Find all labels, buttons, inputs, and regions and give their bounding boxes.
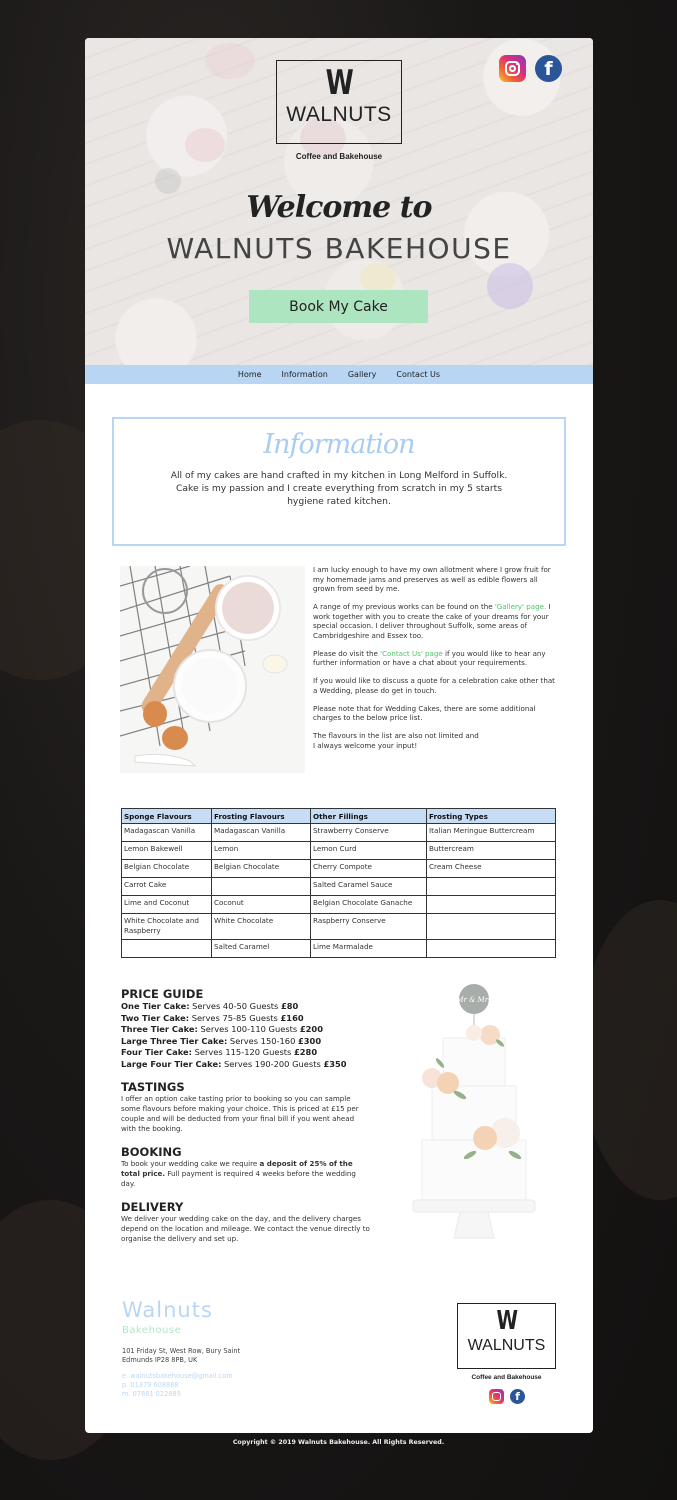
table-cell: Cream Cheese: [427, 860, 556, 878]
sieve: [143, 569, 187, 613]
book-my-cake-button[interactable]: Book My Cake: [249, 290, 428, 323]
footer-contact: [122, 1372, 233, 1398]
price-guide-title: PRICE GUIDE: [121, 987, 204, 1001]
price-item-serves: Serves 150-160: [229, 1035, 296, 1046]
logo[interactable]: [276, 60, 402, 144]
tastings-text: I offer an option cake tasting prior to booking so you can sample some flavours before making your choice. This is priced at £15 per couple and will be deducted from your final bill if you went ahead with the booking.: [121, 1093, 359, 1134]
column-header: Frosting Flavours: [212, 809, 311, 824]
price-list: [121, 1001, 371, 1071]
table-cell: Carrot Cake: [122, 878, 212, 896]
table-cell: Coconut: [212, 896, 311, 914]
table-cell: White Chocolate: [212, 914, 311, 940]
table-cell: [122, 940, 212, 958]
instagram-icon-lens: [509, 65, 516, 72]
table-cell: [427, 914, 556, 940]
booking-text: [121, 1159, 371, 1190]
nav-gallery[interactable]: Gallery: [347, 370, 377, 379]
delivery-text: We deliver your wedding cake on the day, and the delivery charges depend on the location and mileage. We contact the venue directly to organise the delivery and set up.: [121, 1213, 370, 1244]
table-cell: Italian Meringue Buttercream: [427, 824, 556, 842]
main-nav: [85, 365, 593, 384]
logo-mark: W: [325, 63, 353, 103]
table-cell: Madagascan Vanilla: [122, 824, 212, 842]
about-text-span: A range of my previous works can be found on the: [313, 602, 495, 611]
footer-instagram-icon[interactable]: [489, 1389, 504, 1404]
milk-jug: [263, 655, 287, 673]
table-cell: Belgian Chocolate Ganache: [311, 896, 427, 914]
footer-logo-name: WALNUTS: [467, 1337, 546, 1354]
price-item: [121, 1059, 371, 1071]
about-text-span: if you would like to hear any further information or have a chat about your requirements.: [313, 648, 546, 667]
table-cell: Lemon: [212, 842, 311, 860]
table-cell: [427, 878, 556, 896]
table-cell: Lime and Coconut: [122, 896, 212, 914]
table-cell: Raspberry Conserve: [311, 914, 427, 940]
logo-tagline: Coffee and Bakehouse: [295, 152, 383, 161]
table-cell: Madagascan Vanilla: [212, 824, 311, 842]
table-row: [122, 842, 556, 860]
column-header: Frosting Types: [427, 809, 556, 824]
table-row: [122, 824, 556, 842]
price-guide: [121, 988, 371, 1245]
table-cell: Lemon Curd: [311, 842, 427, 860]
about-paragraph: Please note that for Wedding Cakes, there are some additional charges to the below price list.: [313, 703, 536, 722]
information-title: Information: [263, 429, 415, 460]
footer-brand: Walnuts: [122, 1298, 213, 1322]
about-text: [313, 565, 558, 759]
about-text-span: I work together with you to create the cake of your dreams for your special occasion. I deliver throughout Suffolk, some areas of Cambridgeshire and Essex too.: [313, 602, 551, 640]
table-cell: [427, 896, 556, 914]
column-header: Sponge Flavours: [122, 809, 212, 824]
price-item: [121, 1036, 371, 1048]
footer-logo-tagline: Coffee and Bakehouse: [471, 1374, 542, 1381]
footer-phone[interactable]: p. 01379 608888: [122, 1380, 179, 1389]
baking-ingredients-image: [120, 566, 305, 773]
table-cell: Buttercream: [427, 842, 556, 860]
booking-deposit-emphasis: a deposit of 25% of the total price.: [121, 1158, 353, 1179]
information-text: All of my cakes are hand crafted in my kitchen in Long Melford in Suffolk. Cake is my passion and I create everything from scratch in my 5 starts hygiene rated kitchen.: [170, 470, 508, 507]
cake-stand-base: [454, 1212, 494, 1238]
logo-name: WALNUTS: [286, 103, 392, 126]
tastings-title: TASTINGS: [121, 1079, 185, 1094]
table-cell: Lime Marmalade: [311, 940, 427, 958]
baking-ingredients-illustration: [120, 566, 305, 773]
spoon: [135, 754, 195, 766]
price-item-name: Large Three Tier Cake:: [121, 1035, 228, 1046]
footer-facebook-icon[interactable]: f: [510, 1389, 525, 1404]
table-cell: [427, 940, 556, 958]
table-cell: [212, 878, 311, 896]
table-row: [122, 896, 556, 914]
nav-home[interactable]: Home: [237, 370, 262, 379]
price-item-price: £80: [281, 1001, 299, 1011]
price-item-price: £350: [323, 1058, 347, 1069]
price-item-price: £300: [298, 1035, 322, 1046]
hero-banner: [85, 38, 593, 365]
price-item-name: Four Tier Cake:: [121, 1047, 192, 1058]
table-cell: Salted Caramel: [212, 940, 311, 958]
table-cell: Belgian Chocolate: [122, 860, 212, 878]
price-item-price: £280: [294, 1047, 318, 1058]
rose: [473, 1126, 497, 1150]
about-paragraph: If you would like to discuss a quote for a celebration cake other that a Wedding, please do get in touch.: [313, 676, 555, 695]
footer-address: 101 Friday St, West Row, Bury Saint Edmunds IP28 8PB, UK: [122, 1347, 241, 1364]
instagram-icon-flash: [516, 63, 518, 65]
table-cell: Belgian Chocolate: [212, 860, 311, 878]
table-cell: Lemon Bakewell: [122, 842, 212, 860]
about-text-span: The flavours in the list are also not limited and: [313, 731, 479, 740]
sugar: [182, 658, 238, 714]
gallery-page-link[interactable]: 'Gallery' page.: [494, 602, 547, 611]
price-item-price: £200: [299, 1024, 323, 1035]
table-cell: Strawberry Conserve: [311, 824, 427, 842]
rose: [437, 1072, 459, 1094]
price-item-name: One Tier Cake:: [121, 1001, 190, 1011]
about-paragraph: [313, 602, 558, 640]
table-row: [122, 878, 556, 896]
table-row: [122, 860, 556, 878]
price-item-name: Two Tier Cake:: [121, 1012, 190, 1023]
rose: [466, 1025, 482, 1041]
instagram-icon-frame: [492, 1392, 501, 1401]
information-box: [112, 417, 566, 546]
egg: [162, 726, 188, 750]
table-row: [122, 940, 556, 958]
hero-title: WALNUTS BAKEHOUSE: [166, 232, 512, 265]
page-card: [85, 38, 593, 1433]
table-row: [122, 914, 556, 940]
flavours-table: [121, 808, 556, 958]
delivery-title: DELIVERY: [121, 1199, 184, 1214]
egg: [143, 701, 167, 727]
price-item: [121, 1024, 371, 1036]
contact-page-link[interactable]: 'Contact Us' page: [380, 648, 443, 658]
instagram-icon[interactable]: [499, 55, 526, 82]
booking-text-span: Full payment is required 4 weeks before the wedding day.: [121, 1169, 356, 1189]
nav-contact-us[interactable]: Contact Us: [396, 370, 441, 379]
footer-brand-sub: Bakehouse: [122, 1325, 182, 1336]
cake-topper-text: Mr & Mrs: [456, 996, 492, 1004]
footer-logo[interactable]: [457, 1303, 556, 1369]
price-item-price: £160: [280, 1012, 304, 1023]
nav-information[interactable]: Information: [281, 370, 328, 379]
cake-stand-plate: [413, 1200, 535, 1212]
table-cell: Salted Caramel Sauce: [311, 878, 427, 896]
price-item-serves: Serves 190-200 Guests: [224, 1058, 321, 1069]
about-paragraph: [313, 649, 558, 668]
background-decoration: [580, 900, 677, 1200]
table-header-row: [122, 809, 556, 824]
price-item-name: Large Four Tier Cake:: [121, 1058, 222, 1069]
price-item-name: Three Tier Cake:: [121, 1024, 198, 1035]
booking-title: BOOKING: [121, 1144, 182, 1159]
cake-tier-bottom: [422, 1140, 526, 1200]
price-item-serves: Serves 75-85 Guests: [191, 1012, 278, 1023]
copyright: Copyright © 2019 Walnuts Bakehouse. All Rights Reserved.: [232, 1439, 445, 1446]
wedding-cake-illustration: [410, 983, 545, 1243]
footer-mobile[interactable]: m. 07881 022889: [122, 1389, 181, 1398]
about-text-span: Please do visit the: [313, 648, 381, 658]
flour: [222, 582, 274, 634]
price-item: [121, 1013, 371, 1025]
price-item-serves: Serves 40-50 Guests: [192, 1001, 279, 1011]
price-item: [121, 1001, 371, 1013]
table-cell: White Chocolate and Raspberry: [122, 914, 212, 940]
booking-text-span: To book your wedding cake we require: [121, 1158, 260, 1168]
column-header: Other Fillings: [311, 809, 427, 824]
about-text-span: I always welcome your input!: [313, 740, 418, 750]
welcome-script: Welcome to: [246, 190, 432, 225]
price-item: [121, 1047, 371, 1059]
price-item-serves: Serves 115-120 Guests: [194, 1047, 292, 1058]
about-paragraph: [313, 731, 558, 750]
footer-logo-mark: W: [496, 1306, 517, 1336]
table-cell: Cherry Compote: [311, 860, 427, 878]
wedding-cake-image: [410, 983, 545, 1243]
facebook-icon[interactable]: f: [535, 55, 562, 82]
footer-email[interactable]: e. walnutsbakehouse@gmail.com: [122, 1372, 233, 1380]
about-paragraph: I am lucky enough to have my own allotment where I grow fruit for my homemade jams and preserves as well as edible flowers all grown from seed by me.: [313, 565, 551, 593]
price-item-serves: Serves 100-110 Guests: [200, 1024, 298, 1035]
